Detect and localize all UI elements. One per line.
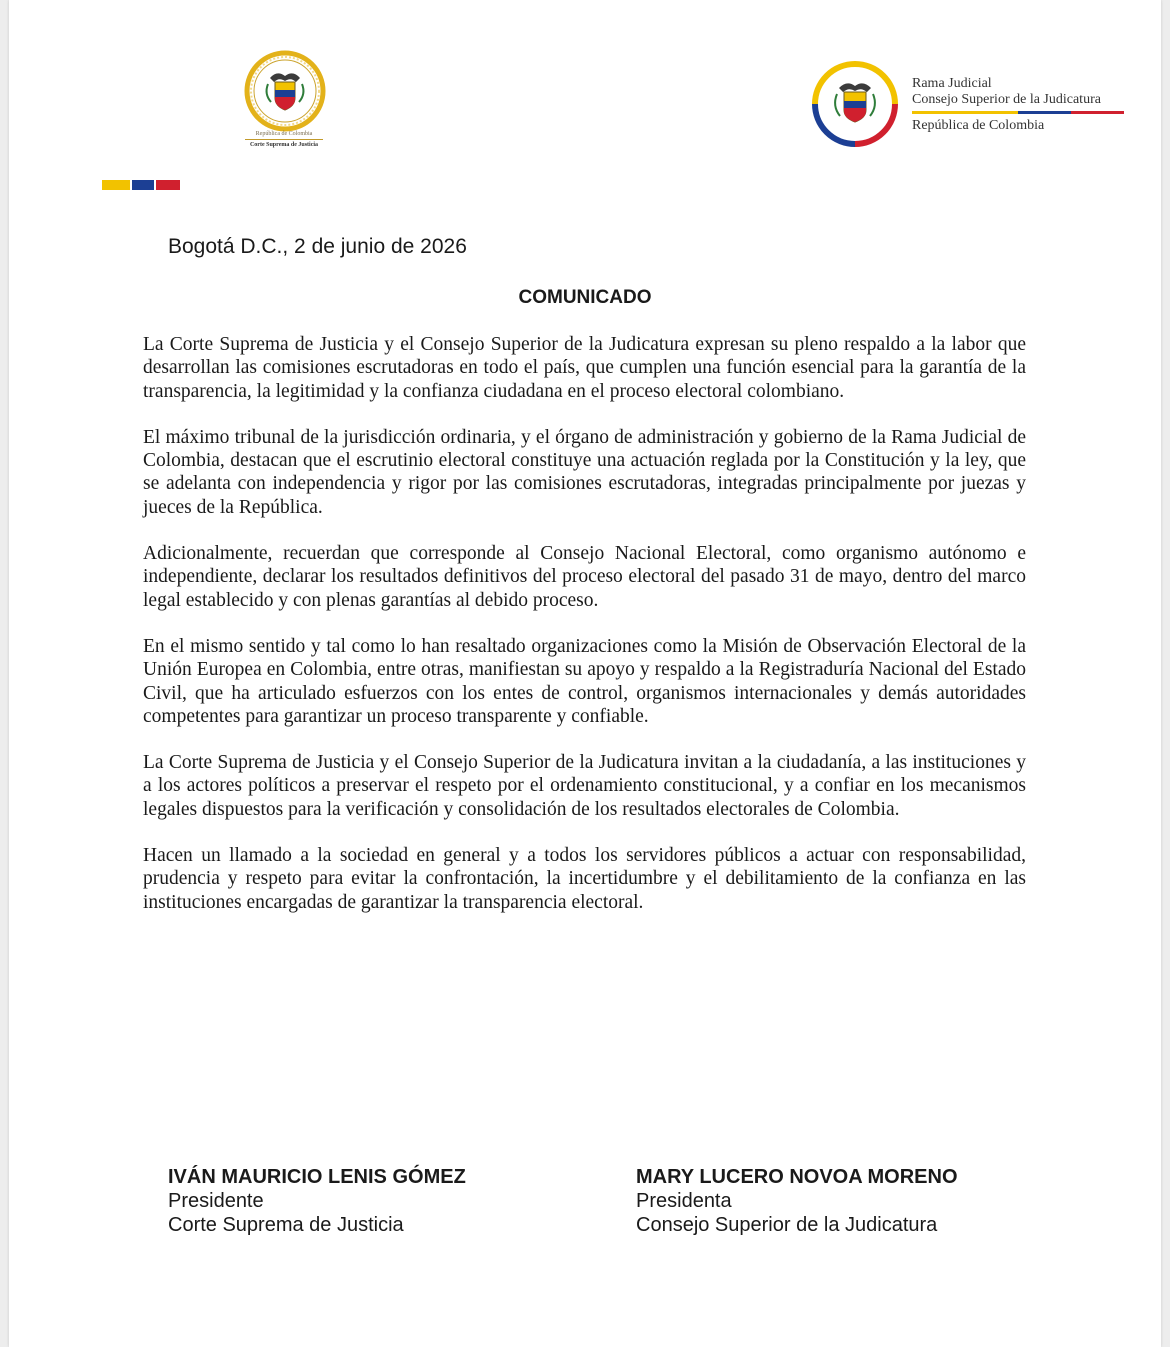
paragraph: Hacen un llamado a la sociedad en general y a todos los servidores públicos a actuar con responsabilidad, prudencia y respeto para evitar la confrontación, la incertidumbre y el debilitamiento de la confianza en las instituciones encargadas de garantizar la transparencia electoral. <box>143 845 1026 913</box>
document-date: Bogotá D.C., 2 de junio de 2026 <box>168 235 467 258</box>
rama-judicial-text <box>912 76 1124 134</box>
document-body <box>143 333 1026 937</box>
paragraph: El máximo tribunal de la jurisdicción ordinaria, y el órgano de administración y gobierno de la Rama Judicial de Colombia, destacan que el escrutinio electoral constituye una actuación reglada por la Constitución y la ley, que se adelanta con independencia y rigor por las comisiones escrutadoras, integradas principalmente por juezas y jueces de la República. <box>143 426 1026 518</box>
paragraph: La Corte Suprema de Justicia y el Consejo Superior de la Judicatura invitan a la ciudadanía, a las instituciones y a los actores políticos a preservar el respeto por el ordenamiento constitucional, y a confiar en los mecanismos legales dispuestos para la verificación y consolidación de los resultados electorales de Colombia. <box>143 752 1026 820</box>
paragraph: Adicionalmente, recuerdan que corresponde al Consejo Nacional Electoral, como organismo autónomo e independiente, declarar los resultados definitivos del proceso electoral del pasado 31 de mayo, dentro del marco legal establecido y con plenas garantías al debido proceso. <box>143 543 1026 611</box>
consejo-superior-label: Consejo Superior de la Judicatura <box>912 92 1101 107</box>
flag-bar <box>102 180 180 190</box>
rama-judicial-label: Rama Judicial <box>912 76 992 91</box>
flag-yellow-stripe <box>102 180 130 190</box>
caption-small: República de Colombia <box>255 131 313 137</box>
document-page <box>9 0 1161 1347</box>
corte-suprema-caption <box>234 130 334 149</box>
signatory-organization: Consejo Superior de la Judicatura <box>636 1214 938 1236</box>
title-text: COMUNICADO <box>518 287 652 308</box>
signatory-role: Presidente <box>168 1190 264 1212</box>
tricolor-rule <box>912 111 1124 114</box>
flag-blue-stripe <box>132 180 154 190</box>
signatory-role: Presidenta <box>636 1190 732 1212</box>
signature-block-left <box>168 1165 466 1237</box>
signatory-organization: Corte Suprema de Justicia <box>168 1214 404 1236</box>
signatory-name: MARY LUCERO NOVOA MORENO <box>636 1166 958 1188</box>
document-title <box>9 287 1161 309</box>
paragraph: En el mismo sentido y tal como lo han resaltado organizaciones como la Misión de Observación Electoral de la Unión Europea en Colombia, entre otras, manifiestan su apoyo y respaldo a la Registraduría Nacional del Estado Civil, que ha articulado esfuerzos con los entes de control, organismos internacionales y demás autoridades competentes para garantizar un proceso transparente y confiable. <box>143 635 1026 727</box>
rama-judicial-seal-icon <box>809 58 901 150</box>
paragraph: La Corte Suprema de Justicia y el Consejo Superior de la Judicatura expresan su pleno respaldo a la labor que desarrollan las comisiones escrutadoras en todo el país, que cumplen una función esencial para la garantía de la transparencia, la legitimidad y la confianza ciudadana en el proceso electoral colombiano. <box>143 334 1026 402</box>
signature-block-right <box>636 1165 958 1237</box>
signatory-name: IVÁN MAURICIO LENIS GÓMEZ <box>168 1166 466 1188</box>
caption-name: Corte Suprema de Justicia <box>245 139 323 149</box>
flag-red-stripe <box>156 180 180 190</box>
republica-label: República de Colombia <box>912 118 1045 133</box>
